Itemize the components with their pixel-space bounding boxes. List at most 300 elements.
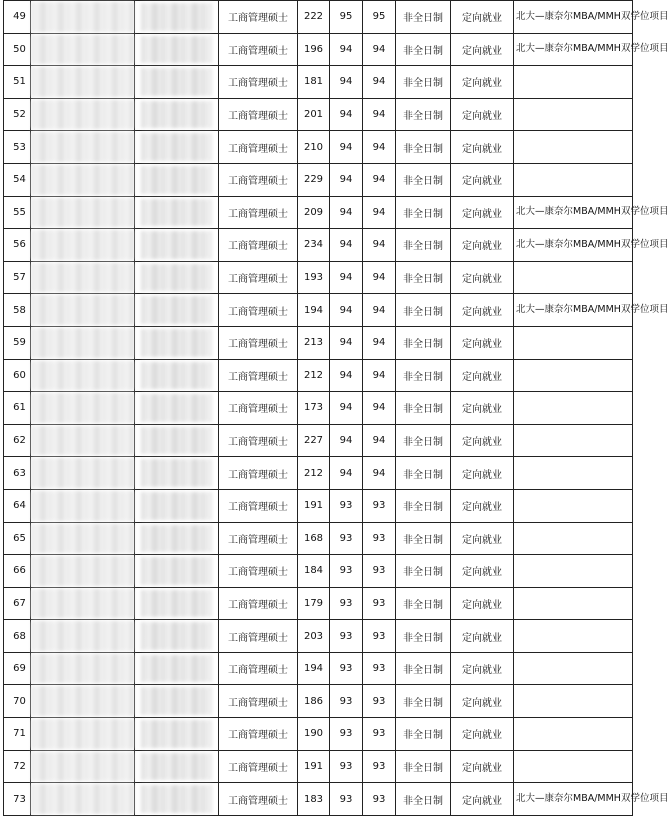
remark-cell [514, 131, 633, 164]
score-2-cell: 93 [363, 522, 396, 555]
row-number: 55 [4, 196, 31, 229]
score-2-cell: 93 [363, 555, 396, 588]
redaction-blur [141, 687, 212, 715]
masked-applicant-name [135, 522, 219, 555]
score-1-cell: 94 [330, 131, 363, 164]
score-1-cell: 94 [330, 229, 363, 262]
study-mode-cell: 非全日制 [396, 685, 451, 718]
row-number: 67 [4, 587, 31, 620]
total-score-cell: 229 [298, 163, 330, 196]
score-1-cell: 94 [330, 163, 363, 196]
employment-type-cell: 定向就业 [451, 66, 514, 99]
redaction-blur [141, 622, 212, 650]
row-number: 70 [4, 685, 31, 718]
redaction-blur [141, 427, 212, 455]
masked-applicant-name [135, 294, 219, 327]
employment-type-cell: 定向就业 [451, 652, 514, 685]
study-mode-cell: 非全日制 [396, 652, 451, 685]
major-cell: 工商管理硕士 [219, 489, 298, 522]
table-row [4, 229, 633, 262]
remark-cell [514, 652, 633, 685]
masked-applicant-id [31, 620, 135, 653]
masked-applicant-id [31, 685, 135, 718]
score-2-cell: 93 [363, 652, 396, 685]
redaction-blur [31, 686, 134, 716]
major-cell: 工商管理硕士 [219, 33, 298, 66]
masked-applicant-name [135, 489, 219, 522]
table-row [4, 685, 633, 718]
score-1-cell: 94 [330, 98, 363, 131]
redaction-blur [31, 361, 134, 391]
masked-applicant-name [135, 66, 219, 99]
table-row [4, 718, 633, 751]
remark-cell: 北大—康奈尔MBA/MMH双学位项目 [514, 294, 633, 327]
masked-applicant-name [135, 620, 219, 653]
masked-applicant-name [135, 555, 219, 588]
score-2-cell: 94 [363, 392, 396, 425]
total-score-cell: 183 [298, 783, 330, 816]
masked-applicant-name [135, 685, 219, 718]
remark-cell [514, 98, 633, 131]
redaction-blur [31, 132, 134, 162]
masked-applicant-id [31, 196, 135, 229]
score-1-cell: 93 [330, 718, 363, 751]
row-number: 72 [4, 750, 31, 783]
employment-type-cell: 定向就业 [451, 750, 514, 783]
total-score-cell: 234 [298, 229, 330, 262]
study-mode-cell: 非全日制 [396, 424, 451, 457]
major-cell: 工商管理硕士 [219, 620, 298, 653]
major-cell: 工商管理硕士 [219, 718, 298, 751]
redaction-blur [31, 35, 134, 65]
redaction-blur [31, 328, 134, 358]
masked-applicant-id [31, 326, 135, 359]
redaction-blur [141, 264, 212, 292]
redaction-blur [31, 589, 134, 619]
study-mode-cell: 非全日制 [396, 294, 451, 327]
total-score-cell: 190 [298, 718, 330, 751]
remark-cell [514, 685, 633, 718]
study-mode-cell: 非全日制 [396, 326, 451, 359]
table-row [4, 98, 633, 131]
remark-cell [514, 261, 633, 294]
table-row [4, 587, 633, 620]
row-number: 50 [4, 33, 31, 66]
masked-applicant-id [31, 392, 135, 425]
score-2-cell: 93 [363, 685, 396, 718]
employment-type-cell: 定向就业 [451, 685, 514, 718]
employment-type-cell: 定向就业 [451, 718, 514, 751]
redaction-blur [31, 458, 134, 488]
masked-applicant-name [135, 229, 219, 262]
redaction-blur [31, 230, 134, 260]
major-cell: 工商管理硕士 [219, 98, 298, 131]
redaction-blur [141, 557, 212, 585]
redaction-blur [31, 67, 134, 97]
employment-type-cell: 定向就业 [451, 131, 514, 164]
study-mode-cell: 非全日制 [396, 750, 451, 783]
remark-cell [514, 359, 633, 392]
study-mode-cell: 非全日制 [396, 522, 451, 555]
employment-type-cell: 定向就业 [451, 783, 514, 816]
redaction-blur [31, 719, 134, 749]
redaction-blur [31, 263, 134, 293]
study-mode-cell: 非全日制 [396, 587, 451, 620]
remark-cell: 北大—康奈尔MBA/MMH双学位项目 [514, 196, 633, 229]
major-cell: 工商管理硕士 [219, 750, 298, 783]
score-1-cell: 94 [330, 392, 363, 425]
study-mode-cell: 非全日制 [396, 620, 451, 653]
table-row [4, 652, 633, 685]
study-mode-cell: 非全日制 [396, 163, 451, 196]
masked-applicant-id [31, 489, 135, 522]
employment-type-cell: 定向就业 [451, 98, 514, 131]
row-number: 62 [4, 424, 31, 457]
total-score-cell: 213 [298, 326, 330, 359]
total-score-cell: 173 [298, 392, 330, 425]
score-1-cell: 93 [330, 652, 363, 685]
remark-cell [514, 522, 633, 555]
row-number: 64 [4, 489, 31, 522]
score-2-cell: 94 [363, 261, 396, 294]
masked-applicant-id [31, 783, 135, 816]
major-cell: 工商管理硕士 [219, 326, 298, 359]
total-score-cell: 168 [298, 522, 330, 555]
total-score-cell: 209 [298, 196, 330, 229]
major-cell: 工商管理硕士 [219, 555, 298, 588]
employment-type-cell: 定向就业 [451, 294, 514, 327]
remark-cell [514, 326, 633, 359]
redaction-blur [31, 198, 134, 228]
row-number: 65 [4, 522, 31, 555]
masked-applicant-name [135, 261, 219, 294]
study-mode-cell: 非全日制 [396, 489, 451, 522]
masked-applicant-id [31, 163, 135, 196]
masked-applicant-name [135, 457, 219, 490]
row-number: 58 [4, 294, 31, 327]
redaction-blur [141, 329, 212, 357]
total-score-cell: 191 [298, 489, 330, 522]
score-1-cell: 93 [330, 783, 363, 816]
remark-cell [514, 620, 633, 653]
row-number: 54 [4, 163, 31, 196]
table-row [4, 620, 633, 653]
major-cell: 工商管理硕士 [219, 294, 298, 327]
remark-cell [514, 424, 633, 457]
total-score-cell: 194 [298, 652, 330, 685]
score-2-cell: 94 [363, 457, 396, 490]
score-1-cell: 95 [330, 1, 363, 34]
masked-applicant-id [31, 294, 135, 327]
remark-cell [514, 750, 633, 783]
total-score-cell: 181 [298, 66, 330, 99]
redaction-blur [141, 362, 212, 390]
redaction-blur [31, 654, 134, 684]
remark-cell [514, 587, 633, 620]
table-body [4, 1, 668, 816]
redaction-blur [141, 655, 212, 683]
major-cell: 工商管理硕士 [219, 66, 298, 99]
score-1-cell: 94 [330, 294, 363, 327]
remark-cell: 北大—康奈尔MBA/MMH双学位项目 [514, 783, 633, 816]
masked-applicant-id [31, 718, 135, 751]
redaction-blur [31, 491, 134, 521]
row-number: 68 [4, 620, 31, 653]
redaction-blur [141, 101, 212, 129]
remark-cell [514, 66, 633, 99]
employment-type-cell: 定向就业 [451, 326, 514, 359]
redaction-blur [141, 166, 212, 194]
row-number: 49 [4, 1, 31, 34]
employment-type-cell: 定向就业 [451, 392, 514, 425]
redaction-blur [31, 165, 134, 195]
study-mode-cell: 非全日制 [396, 261, 451, 294]
masked-applicant-id [31, 555, 135, 588]
employment-type-cell: 定向就业 [451, 1, 514, 34]
row-number: 61 [4, 392, 31, 425]
remark-cell: 北大—康奈尔MBA/MMH双学位项目 [514, 1, 633, 34]
row-number: 66 [4, 555, 31, 588]
admission-list-table [3, 0, 668, 816]
major-cell: 工商管理硕士 [219, 163, 298, 196]
total-score-cell: 203 [298, 620, 330, 653]
major-cell: 工商管理硕士 [219, 424, 298, 457]
redaction-blur [31, 752, 134, 782]
table-row [4, 424, 633, 457]
employment-type-cell: 定向就业 [451, 522, 514, 555]
score-1-cell: 94 [330, 261, 363, 294]
masked-applicant-name [135, 1, 219, 34]
employment-type-cell: 定向就业 [451, 33, 514, 66]
study-mode-cell: 非全日制 [396, 33, 451, 66]
score-1-cell: 94 [330, 457, 363, 490]
total-score-cell: 212 [298, 359, 330, 392]
score-1-cell: 93 [330, 555, 363, 588]
total-score-cell: 193 [298, 261, 330, 294]
employment-type-cell: 定向就业 [451, 359, 514, 392]
remark-cell [514, 555, 633, 588]
employment-type-cell: 定向就业 [451, 555, 514, 588]
redaction-blur [141, 753, 212, 781]
redaction-blur [31, 784, 134, 814]
total-score-cell: 222 [298, 1, 330, 34]
total-score-cell: 227 [298, 424, 330, 457]
redaction-blur [141, 231, 212, 259]
table-row [4, 131, 633, 164]
masked-applicant-name [135, 392, 219, 425]
score-2-cell: 94 [363, 131, 396, 164]
total-score-cell: 196 [298, 33, 330, 66]
major-cell: 工商管理硕士 [219, 261, 298, 294]
total-score-cell: 201 [298, 98, 330, 131]
major-cell: 工商管理硕士 [219, 131, 298, 164]
score-2-cell: 94 [363, 424, 396, 457]
masked-applicant-id [31, 98, 135, 131]
redaction-blur [31, 393, 134, 423]
masked-applicant-name [135, 359, 219, 392]
major-cell: 工商管理硕士 [219, 652, 298, 685]
score-2-cell: 93 [363, 620, 396, 653]
masked-applicant-id [31, 66, 135, 99]
major-cell: 工商管理硕士 [219, 783, 298, 816]
study-mode-cell: 非全日制 [396, 229, 451, 262]
row-number: 60 [4, 359, 31, 392]
masked-applicant-name [135, 326, 219, 359]
score-1-cell: 94 [330, 66, 363, 99]
total-score-cell: 194 [298, 294, 330, 327]
masked-applicant-id [31, 229, 135, 262]
score-2-cell: 93 [363, 783, 396, 816]
major-cell: 工商管理硕士 [219, 196, 298, 229]
major-cell: 工商管理硕士 [219, 587, 298, 620]
total-score-cell: 186 [298, 685, 330, 718]
masked-applicant-id [31, 261, 135, 294]
table-row [4, 163, 633, 196]
table-row [4, 783, 633, 816]
row-number: 51 [4, 66, 31, 99]
total-score-cell: 191 [298, 750, 330, 783]
masked-applicant-name [135, 424, 219, 457]
score-2-cell: 94 [363, 98, 396, 131]
total-score-cell: 210 [298, 131, 330, 164]
study-mode-cell: 非全日制 [396, 98, 451, 131]
row-number: 63 [4, 457, 31, 490]
masked-applicant-name [135, 163, 219, 196]
remark-cell [514, 163, 633, 196]
redaction-blur [31, 621, 134, 651]
masked-applicant-id [31, 424, 135, 457]
score-2-cell: 94 [363, 33, 396, 66]
redaction-blur [141, 36, 212, 64]
score-2-cell: 94 [363, 163, 396, 196]
score-2-cell: 94 [363, 359, 396, 392]
total-score-cell: 179 [298, 587, 330, 620]
score-2-cell: 93 [363, 587, 396, 620]
redaction-blur [141, 394, 212, 422]
redaction-blur [141, 296, 212, 324]
employment-type-cell: 定向就业 [451, 489, 514, 522]
row-number: 53 [4, 131, 31, 164]
study-mode-cell: 非全日制 [396, 1, 451, 34]
masked-applicant-id [31, 359, 135, 392]
masked-applicant-name [135, 196, 219, 229]
table-row [4, 392, 633, 425]
masked-applicant-name [135, 718, 219, 751]
masked-applicant-id [31, 750, 135, 783]
score-1-cell: 93 [330, 489, 363, 522]
table-row [4, 750, 633, 783]
redaction-blur [31, 100, 134, 130]
employment-type-cell: 定向就业 [451, 424, 514, 457]
score-2-cell: 93 [363, 718, 396, 751]
score-2-cell: 94 [363, 326, 396, 359]
table-row [4, 326, 633, 359]
table-row [4, 359, 633, 392]
masked-applicant-id [31, 33, 135, 66]
study-mode-cell: 非全日制 [396, 718, 451, 751]
study-mode-cell: 非全日制 [396, 196, 451, 229]
score-2-cell: 94 [363, 229, 396, 262]
remark-cell: 北大—康奈尔MBA/MMH双学位项目 [514, 229, 633, 262]
score-1-cell: 93 [330, 750, 363, 783]
redaction-blur [141, 3, 212, 31]
employment-type-cell: 定向就业 [451, 196, 514, 229]
masked-applicant-name [135, 783, 219, 816]
masked-applicant-id [31, 587, 135, 620]
study-mode-cell: 非全日制 [396, 392, 451, 425]
score-2-cell: 94 [363, 294, 396, 327]
table-row [4, 66, 633, 99]
row-number: 57 [4, 261, 31, 294]
masked-applicant-name [135, 33, 219, 66]
redaction-blur [31, 295, 134, 325]
redaction-blur [31, 556, 134, 586]
masked-applicant-name [135, 131, 219, 164]
row-number: 59 [4, 326, 31, 359]
redaction-blur [141, 68, 212, 96]
remark-cell [514, 718, 633, 751]
row-number: 73 [4, 783, 31, 816]
score-1-cell: 93 [330, 685, 363, 718]
employment-type-cell: 定向就业 [451, 587, 514, 620]
table-row [4, 196, 633, 229]
total-score-cell: 184 [298, 555, 330, 588]
table-row [4, 294, 633, 327]
score-1-cell: 94 [330, 196, 363, 229]
redaction-blur [141, 785, 212, 813]
remark-cell [514, 457, 633, 490]
table-row [4, 522, 633, 555]
employment-type-cell: 定向就业 [451, 457, 514, 490]
redaction-blur [31, 426, 134, 456]
score-1-cell: 93 [330, 620, 363, 653]
employment-type-cell: 定向就业 [451, 620, 514, 653]
score-1-cell: 93 [330, 522, 363, 555]
table-row [4, 33, 633, 66]
score-1-cell: 94 [330, 424, 363, 457]
masked-applicant-name [135, 652, 219, 685]
score-1-cell: 94 [330, 33, 363, 66]
masked-applicant-id [31, 1, 135, 34]
table-row [4, 1, 633, 34]
masked-applicant-id [31, 652, 135, 685]
redaction-blur [141, 459, 212, 487]
row-number: 56 [4, 229, 31, 262]
row-number: 52 [4, 98, 31, 131]
table-row [4, 261, 633, 294]
redaction-blur [141, 720, 212, 748]
row-number: 69 [4, 652, 31, 685]
redaction-blur [141, 525, 212, 553]
score-2-cell: 94 [363, 196, 396, 229]
major-cell: 工商管理硕士 [219, 457, 298, 490]
row-number: 71 [4, 718, 31, 751]
masked-applicant-id [31, 457, 135, 490]
table-row [4, 555, 633, 588]
masked-applicant-name [135, 98, 219, 131]
score-2-cell: 93 [363, 750, 396, 783]
study-mode-cell: 非全日制 [396, 783, 451, 816]
masked-applicant-id [31, 131, 135, 164]
major-cell: 工商管理硕士 [219, 229, 298, 262]
remark-cell: 北大—康奈尔MBA/MMH双学位项目 [514, 33, 633, 66]
score-2-cell: 94 [363, 66, 396, 99]
score-2-cell: 95 [363, 1, 396, 34]
table-row [4, 489, 633, 522]
redaction-blur [141, 199, 212, 227]
employment-type-cell: 定向就业 [451, 163, 514, 196]
masked-applicant-name [135, 587, 219, 620]
